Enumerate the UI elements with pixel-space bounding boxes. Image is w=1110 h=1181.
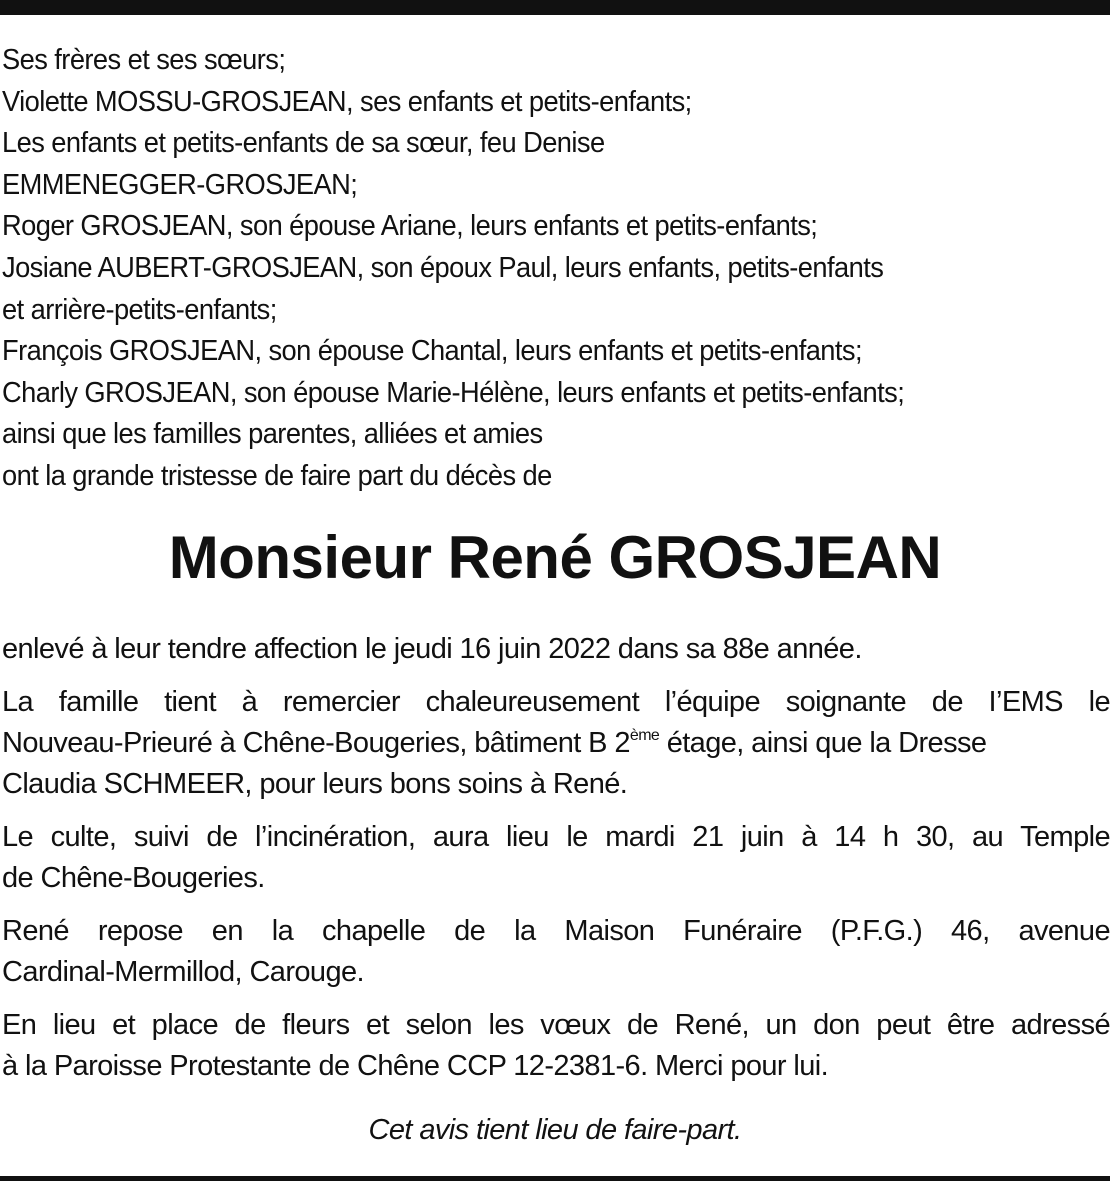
donation-line: En lieu et place de fleurs et selon les vœux de René, un don peut être adressé [2, 1009, 1110, 1041]
family-line: ont la grande tristesse de faire part du décès de [2, 459, 552, 492]
rest-line: Cardinal-Mermillod, Carouge. [2, 956, 364, 988]
notice-body [2, 629, 1110, 1099]
closing-note: Cet avis tient lieu de faire-part. [368, 1114, 742, 1146]
family-line: Ses frères et ses sœurs; [2, 44, 286, 76]
thanks-line: La famille tient à remercier chaleureusement l’équipe soignante de I’EMS le [2, 686, 1110, 718]
ceremony-paragraph [2, 817, 1110, 899]
thanks-line [2, 723, 1110, 764]
family-line: Roger GROSJEAN, son épouse Ariane, leurs enfants et petits-enfants; [2, 210, 818, 243]
thanks-paragraph [2, 682, 1110, 805]
family-line: François GROSJEAN, son épouse Chantal, leurs enfants et petits-enfants; [2, 335, 862, 368]
thanks-text: étage, ainsi que la Dresse [659, 727, 987, 759]
family-line: Les enfants et petits-enfants de sa sœur, feu Denise [2, 127, 605, 160]
ceremony-line: Le culte, suivi de l’incinération, aura lieu le mardi 21 juin à 14 h 30, au Temple [2, 821, 1110, 853]
rest-paragraph [2, 911, 1110, 993]
family-line: et arrière-petits-enfants; [2, 293, 277, 326]
ordinal-superscript: ème [629, 727, 660, 744]
family-line: EMMENEGGER-GROSJEAN; [2, 168, 358, 201]
thanks-text: Nouveau-Prieuré à Chêne-Bougeries, bâtiment B 2 [2, 727, 630, 759]
donation-paragraph [2, 1005, 1110, 1087]
rest-line: René repose en la chapelle de la Maison Funéraire (P.F.G.) 46, avenue [2, 915, 1110, 947]
ceremony-line: de Chêne-Bougeries. [2, 862, 265, 894]
family-line: ainsi que les familles parentes, alliées et amies [2, 418, 543, 451]
deceased-name-heading: Monsieur René GROSJEAN [168, 524, 942, 591]
family-line: Charly GROSJEAN, son épouse Marie-Hélène, leurs enfants et petits-enfants; [2, 376, 905, 409]
donation-line: à la Paroisse Protestante de Chêne CCP 12-2381-6. Merci pour lui. [2, 1050, 829, 1082]
thanks-line: Claudia SCHMEER, pour leurs bons soins à René. [2, 768, 628, 800]
bottom-border-rule [0, 1176, 1110, 1181]
family-list [2, 40, 1044, 498]
top-border-rule [0, 0, 1110, 15]
death-notice-paragraph [2, 629, 1110, 670]
family-line: Josiane AUBERT-GROSJEAN, son époux Paul, leurs enfants, petits-enfants [2, 251, 884, 284]
family-line: Violette MOSSU-GROSJEAN, ses enfants et petits-enfants; [2, 85, 692, 118]
death-notice-line: enlevé à leur tendre affection le jeudi 16 juin 2022 dans sa 88e année. [2, 633, 862, 665]
